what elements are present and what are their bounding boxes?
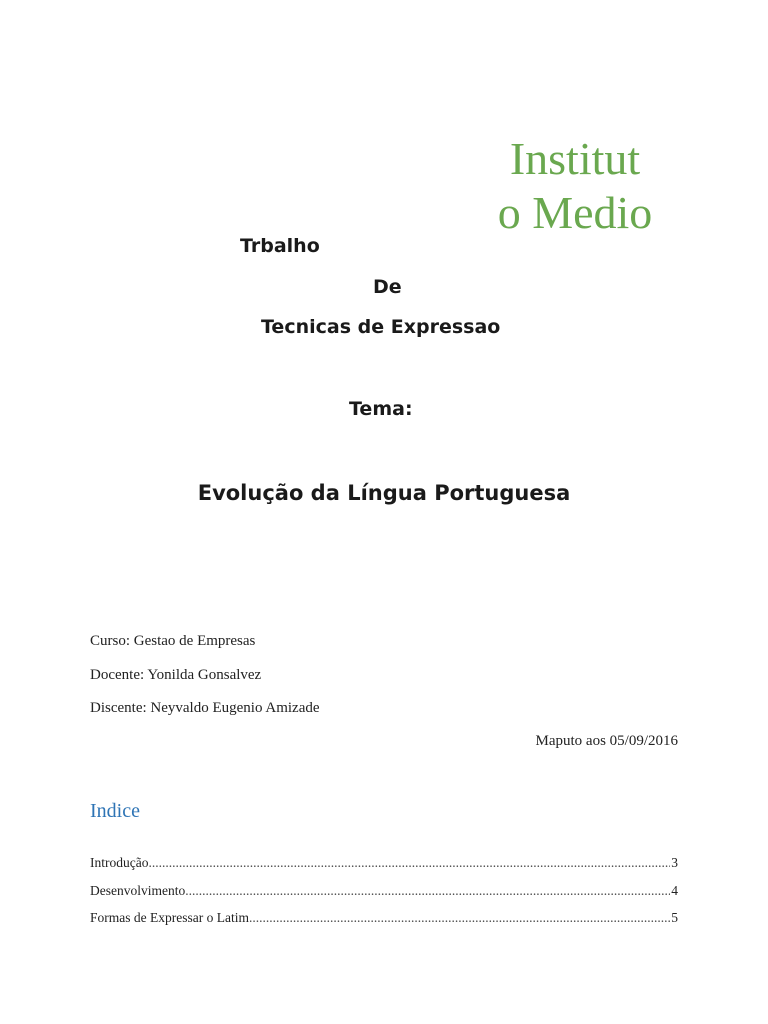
toc-entry[interactable] — [90, 883, 678, 899]
title-line-3: Tecnicas de Expressao — [261, 316, 501, 338]
place-date: Maputo aos 05/09/2016 — [535, 733, 678, 749]
toc-entry-page: 5 — [671, 910, 678, 925]
teacher-info: Docente: Yonilda Gonsalvez — [90, 667, 262, 683]
toc-leader — [185, 883, 670, 899]
institute-name — [440, 132, 710, 240]
toc-entry[interactable] — [90, 855, 678, 871]
course-info: Curso: Gestao de Empresas — [90, 633, 256, 649]
theme-title: Evolução da Língua Portuguesa — [197, 481, 571, 505]
toc-entry-page: 3 — [671, 855, 678, 870]
toc-entry-title: Formas de Expressar o Latim — [90, 910, 249, 925]
toc-entry-title: Desenvolvimento — [90, 883, 186, 898]
theme-label: Tema: — [349, 398, 413, 420]
institute-line-1: Institut — [509, 133, 641, 184]
toc-heading: Indice — [90, 800, 140, 822]
institute-line-2: o Medio — [497, 187, 653, 238]
toc-entry-page: 4 — [671, 883, 678, 898]
toc-leader — [249, 910, 670, 926]
toc-entry-title: Introdução — [90, 855, 149, 870]
student-info: Discente: Neyvaldo Eugenio Amizade — [90, 700, 320, 716]
toc-entry[interactable] — [90, 910, 678, 926]
toc-leader — [148, 855, 670, 871]
title-line-1: Trbalho — [240, 235, 320, 257]
title-line-2: De — [373, 276, 402, 298]
